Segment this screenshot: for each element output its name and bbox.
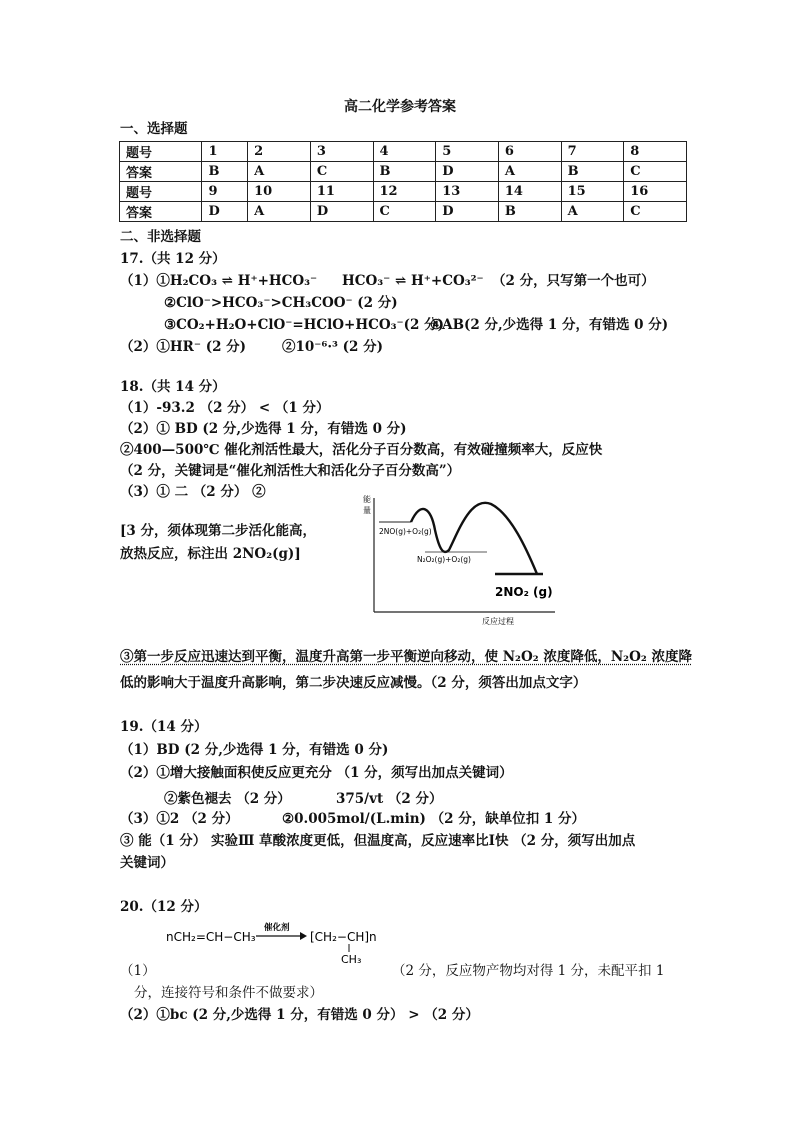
reactant-formula: nCH₂=CH−CH₃ [166,930,256,944]
page-title: 高二化学参考答案 [344,99,456,115]
q20-line2: 分，连接符号和条件不做要求） [134,985,323,1001]
energy-profile-diagram [355,490,565,630]
q18-graph-note-2: 放热反应，标注出 2NO₂(g)] [120,546,301,562]
q17-heading: 17.（共 12 分） [120,251,226,267]
answer-table-cell: 13 [436,182,499,202]
answer-table [119,141,687,222]
answer-table-cell: 11 [310,182,373,202]
answer-table-cell: D [202,202,248,222]
q17-line1-eq1: （1）①H₂CO₃ ⇌ H⁺+HCO₃⁻ [120,273,318,289]
answer-table-row-label: 题号 [120,142,202,162]
answer-table-row [120,142,687,162]
section-nonchoice-heading: 二、非选择题 [120,229,201,245]
answer-table-cell: B [561,162,624,182]
answer-table-cell: B [498,202,561,222]
q17-line2: ②ClO⁻>HCO₃⁻>CH₃COO⁻ (2 分) [164,295,398,311]
answer-table-cell: 2 [248,142,311,162]
q19-heading: 19.（14 分） [120,719,208,735]
answer-table-cell: C [624,162,687,182]
answer-table-cell: A [248,162,311,182]
label-intermediate: N₂O₂(g)+O₂(g) [417,555,471,564]
q18-line7: 低的影响大于温度升高影响，第二步决速反应减慢。（2 分，须答出加点文字） [120,675,587,691]
q18-graph-note-1: [3 分，须体现第二步活化能高， [120,523,316,539]
answer-table-cell: C [624,202,687,222]
q18-line6: ③第一步反应迅速达到平衡，温度升高第一步平衡逆向移动，使 N₂O₂ 浓度降低，N₂O₂ 浓度降 [120,649,692,665]
q19-line1: （1）BD (2 分,少选得 1 分，有错选 0 分) [120,742,389,758]
answer-table-cell: D [436,162,499,182]
answer-table-row [120,182,687,202]
answer-table-cell: 12 [373,182,436,202]
q18-line2: （2）① BD (2 分,少选得 1 分，有错选 0 分) [120,421,407,437]
section-choice-heading: 一、选择题 [120,121,188,137]
q19-line4-a: （3）①2 （2 分） [120,811,239,827]
answer-table-cell: 15 [561,182,624,202]
polymer-formula: [CH₂−CH]n [310,930,377,944]
answer-table-cell: 10 [248,182,311,202]
answer-table-cell: 4 [373,142,436,162]
answer-table-cell: 14 [498,182,561,202]
q20-line1-b: （2 分，反应物产物均对得 1 分，未配平扣 1 [392,963,665,979]
label-product: 2NO₂ (g) [495,585,553,599]
q17-line3-eq: ③CO₂+H₂O+ClO⁻=HClO+HCO₃⁻(2 分) [164,317,445,333]
q19-line6: 关键词） [120,855,174,871]
answer-table-cell: 7 [561,142,624,162]
answer-table-row [120,162,687,182]
answer-table-cell: B [202,162,248,182]
q19-line2: （2）①增大接触面积使反应更充分 （1 分，须写出加点关键词） [120,765,513,781]
answer-table-row-label: 答案 [120,202,202,222]
answer-table-cell: A [561,202,624,222]
q18-line1: （1）-93.2 （2 分） < （1 分） [120,400,330,416]
q18-heading: 18.（共 14 分） [120,379,226,395]
answer-table-cell: 16 [624,182,687,202]
q20-line3: （2）①bc (2 分,少选得 1 分，有错选 0 分） > （2 分） [120,1007,479,1023]
q17-line4-a: （2）①HR⁻ (2 分) [120,339,247,355]
answer-table-cell: 9 [202,182,248,202]
q19-line5: ③ 能（1 分） 实验Ⅲ 草酸浓度更低，但温度高，反应速率比Ⅰ快 （2 分，须写出加点 [120,833,636,849]
answer-table-cell: 5 [436,142,499,162]
energy-axis-ylabel-1: 能 [363,495,371,504]
answer-table-cell: 3 [310,142,373,162]
answer-table-cell: D [436,202,499,222]
q18-line4: （2 分，关键词是“催化剂活性大和活化分子百分数高”） [120,463,461,479]
q18-line3: ②400—500℃ 催化剂活性最大，活化分子百分数高，有效碰撞频率大，反应快 [120,442,603,458]
answer-table-cell: 8 [624,142,687,162]
answer-table-cell: A [498,162,561,182]
answer-table-row-label: 题号 [120,182,202,202]
answer-table-cell: B [373,162,436,182]
energy-axis-xlabel: 反应过程 [482,617,514,626]
energy-axis-ylabel-2: 量 [363,506,371,515]
q17-line4-b: ②10⁻⁶·³ (2 分) [282,339,384,355]
q17-line3-note: ④AB(2 分,少选得 1 分，有错选 0 分) [430,317,669,333]
methyl-group: CH₃ [341,953,362,966]
answer-table-cell: 6 [498,142,561,162]
answer-table-cell: A [248,202,311,222]
polymerization-equation [160,918,390,970]
q20-line1-a: （1） [120,963,156,979]
label-reactant: 2NO(g)+O₂(g) [379,527,432,536]
answer-table-cell: D [310,202,373,222]
reaction-arrow-head [300,932,307,940]
q19-line3-a: ②紫色褪去 （2 分） [164,791,291,807]
answer-table-cell: 1 [202,142,248,162]
answer-table-row [120,202,687,222]
q18-line5: （3）① 二 （2 分） ② [120,484,266,500]
answer-table-cell: C [373,202,436,222]
q19-line4-b: ②0.005mol/(L.min) （2 分，缺单位扣 1 分） [282,811,586,827]
answer-table-cell: C [310,162,373,182]
q20-heading: 20.（12 分） [120,899,208,915]
answer-table-row-label: 答案 [120,162,202,182]
q17-line1-eq2: HCO₃⁻ ⇌ H⁺+CO₃²⁻ [342,273,484,289]
q19-line3-b: 375/vt （2 分） [336,791,443,807]
q17-line1-note: （2 分，只写第一个也可） [492,273,655,289]
catalyst-label: 催化剂 [264,923,290,933]
